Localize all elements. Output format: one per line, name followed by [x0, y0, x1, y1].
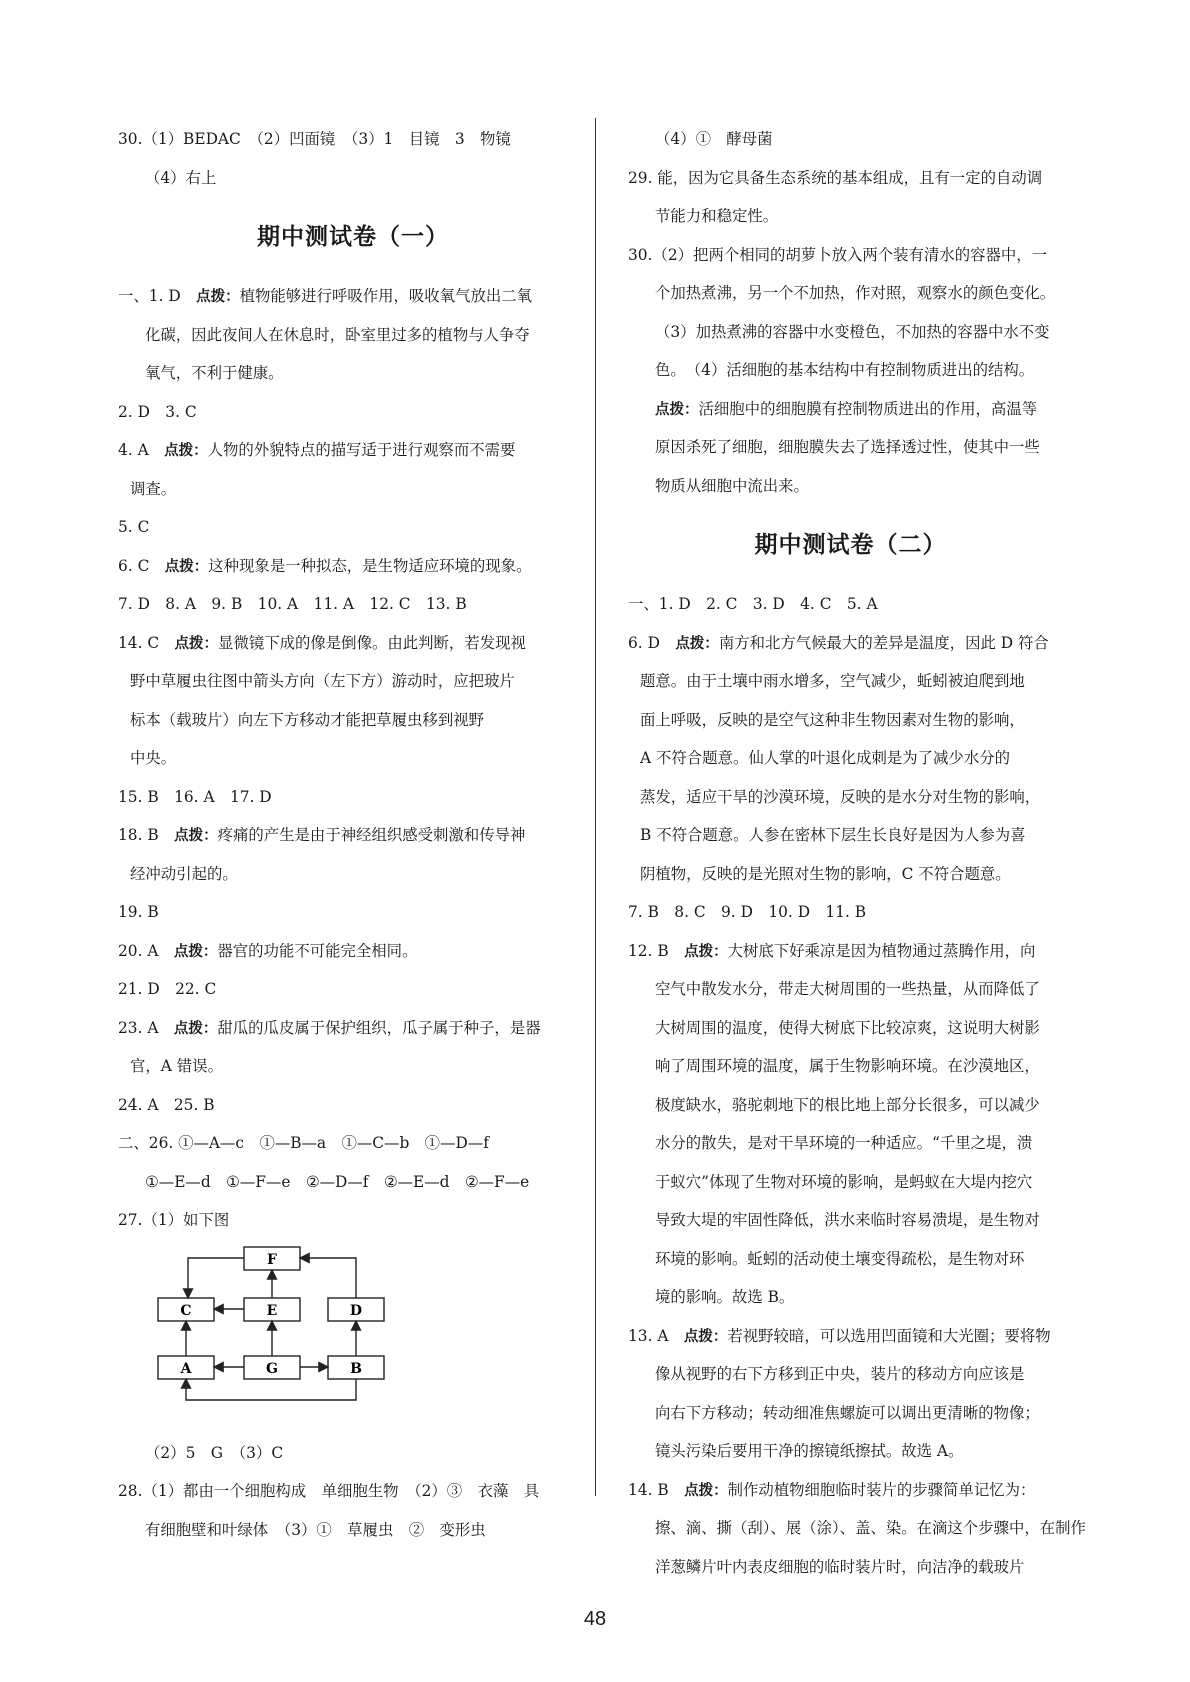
answer-line: 4. A 点拨：人物的外貌特点的描写适于进行观察而不需要: [118, 441, 516, 459]
answer-line: 27.（1）如下图: [118, 1211, 230, 1229]
answer-line: 6. C 点拨：这种现象是一种拟态，是生物适应环境的现象。: [118, 556, 532, 575]
answer-line: 于蚁穴”体现了生物对环境的影响，是蚂蚁在大堤内挖穴: [655, 1172, 1033, 1191]
answer-line: 题意。由于土壤中雨水增多，空气减少，蚯蚓被迫爬到地: [640, 672, 1025, 690]
left-column: [118, 120, 588, 1549]
right-column: [628, 120, 1086, 1586]
answer-line: 阴植物，反映的是光照对生物的影响，C 不符合题意。: [640, 864, 1011, 883]
answer-line: 15. B 16. A 17. D: [118, 787, 272, 806]
answer-line: 中央。: [130, 749, 177, 767]
answer-line: 化碳，因此夜间人在休息时，卧室里过多的植物与人争夺: [145, 325, 530, 344]
node-F: F: [267, 1251, 277, 1268]
answer-line: 洋葱鳞片叶内表皮细胞的临时装片时，向洁净的载玻片: [655, 1557, 1025, 1576]
answer-line: 18. B 点拨：疼痛的产生是由于神经组织感受刺激和传导神: [118, 826, 526, 844]
answer-line: 环境的影响。蚯蚓的活动使土壤变得疏松，是生物对环: [655, 1249, 1025, 1268]
answer-line: 14. C 点拨：显微镜下成的像是倒像。由此判断，若发现视: [118, 633, 526, 652]
answer-line: 7. D 8. A 9. B 10. A 11. A 12. C 13. B: [118, 595, 467, 613]
answer-line: 水分的散失，是对干旱环境的一种适应。“千里之堤，溃: [655, 1134, 1033, 1152]
answer-line: 19. B: [118, 903, 159, 921]
node-E: E: [266, 1302, 278, 1319]
answer-line: 30.（1）BEDAC （2）凹面镜 （3）1 目镜 3 物镜: [118, 130, 511, 148]
answer-line: 24. A 25. B: [118, 1095, 215, 1114]
answer-line: 20. A 点拨：器官的功能不可能完全相同。: [118, 941, 418, 960]
answer-line: 23. A 点拨：甜瓜的瓜皮属于保护组织，瓜子属于种子，是器: [118, 1018, 541, 1037]
answer-line: 极度缺水，骆驼刺地下的根比地上部分长很多，可以减少: [655, 1095, 1040, 1114]
answer-line: 调查。: [130, 479, 177, 498]
answer-line: 13. A 点拨：若视野较暗，可以选用凹面镜和大光圈；要将物: [628, 1326, 1051, 1345]
food-web-diagram: [118, 1240, 588, 1430]
answer-line: 5. C: [118, 518, 150, 536]
answer-line: B 不符合题意。人参在密林下层生长良好是因为人参为喜: [640, 826, 1026, 844]
answer-line: 空气中散发水分，带走大树周围的一些热量，从而降低了: [655, 980, 1040, 998]
answer-line: 导致大堤的牢固性降低，洪水来临时容易溃堤，是生物对: [655, 1211, 1040, 1229]
answer-line: 境的影响。故选 B。: [655, 1288, 795, 1306]
node-A: A: [180, 1360, 192, 1377]
answer-line: 12. B 点拨：大树底下好乘凉是因为植物通过蒸腾作用，向: [628, 941, 1036, 960]
answer-line: 二、26. ①—A—c ①—B—a ①—C—b ①—D—f: [118, 1134, 489, 1152]
answer-line: 点拨：活细胞中的细胞膜有控制物质进出的作用，高温等: [655, 399, 1038, 418]
answer-line: 28.（1）都由一个细胞构成 单细胞生物 （2）③ 衣藻 具: [118, 1482, 540, 1500]
answer-line: 14. B 点拨：制作动植物细胞临时装片的步骤简单记忆为：: [628, 1480, 1036, 1499]
answer-line: 原因杀死了细胞，细胞膜失去了选择透过性，使其中一些: [655, 438, 1040, 456]
answer-line: 响了周围环境的温度，属于生物影响环境。在沙漠地区，: [655, 1057, 1040, 1075]
answer-line: （4）右上: [145, 168, 217, 187]
answer-line: 向右下方移动；转动细准焦螺旋可以调出更清晰的物像；: [655, 1403, 1040, 1422]
column-divider: [595, 118, 596, 1496]
answer-line: 6. D 点拨：南方和北方气候最大的差异是温度，因此 D 符合: [628, 633, 1049, 652]
answer-line: 野中草履虫往图中箭头方向（左下方）游动时，应把玻片: [130, 672, 515, 690]
answer-line: 一、1. D 2. C 3. D 4. C 5. A: [628, 595, 878, 613]
node-G: G: [266, 1360, 278, 1377]
node-C: C: [180, 1302, 192, 1319]
answer-line: 经冲动引起的。: [130, 864, 238, 883]
answer-line: （4）① 酵母菌: [655, 130, 773, 148]
node-D: D: [349, 1302, 363, 1319]
answer-line: 色。 （4）活细胞的基本结构中有控制物质进出的结构。: [655, 361, 1035, 379]
answer-line: 镜头污染后要用干净的擦镜纸擦拭。故选 A。: [655, 1442, 964, 1460]
answer-line: ①—E—d ①—F—e ②—D—f ②—E—d ②—F—e: [145, 1172, 530, 1191]
node-B: B: [350, 1360, 362, 1377]
answer-line: 21. D 22. C: [118, 980, 217, 998]
answer-line: 蒸发，适应干旱的沙漠环境，反映的是水分对生物的影响，: [640, 787, 1041, 806]
answer-line: 氧气，不利于健康。: [145, 364, 284, 382]
answer-line: （3）加热煮沸的容器中水变橙色，不加热的容器中水不变: [655, 322, 1050, 341]
page-number: 48: [583, 1608, 607, 1630]
answer-line: 有细胞壁和叶绿体 （3）① 草履虫 ② 变形虫: [145, 1520, 486, 1539]
answer-line: 节能力和稳定性。: [655, 207, 779, 225]
answer-line: A 不符合题意。仙人掌的叶退化成刺是为了减少水分的: [640, 749, 1010, 767]
answer-line: （2）5 G （3）C: [145, 1443, 284, 1462]
answer-line: 标本（载玻片）向左下方移动才能把草履虫移到视野: [130, 710, 484, 729]
answer-line: 面上呼吸，反映的是空气这种非生物因素对生物的影响，: [640, 710, 1025, 729]
exam-title-1: 期中测试卷（一）: [257, 224, 449, 250]
answer-line: 29. 能，因为它具备生态系统的基本组成，且有一定的自动调: [628, 168, 1043, 187]
answer-line: 官，A 错误。: [130, 1057, 223, 1075]
answer-line: 7. B 8. C 9. D 10. D 11. B: [628, 903, 867, 921]
answer-line: 擦、滴、撕（刮）、展（涂）、盖、染。在滴这个步骤中，在制作: [655, 1519, 1086, 1537]
answer-line: 像从视野的右下方移到正中央，装片的移动方向应该是: [655, 1365, 1025, 1383]
exam-title-2: 期中测试卷（二）: [754, 532, 947, 558]
answer-line: 30.（2）把两个相同的胡萝卜放入两个装有清水的容器中，一: [628, 245, 1048, 264]
answer-line: 个加热煮沸，另一个不加热，作对照，观察水的颜色变化。: [655, 284, 1056, 302]
answer-line: 大树周围的温度，使得大树底下比较凉爽，这说明大树影: [655, 1018, 1040, 1037]
answer-line: 物质从细胞中流出来。: [655, 476, 809, 495]
answer-line: 2. D 3. C: [118, 402, 197, 421]
answer-line: 一、1. D 点拨：植物能够进行呼吸作用，吸收氧气放出二氧: [118, 287, 533, 305]
